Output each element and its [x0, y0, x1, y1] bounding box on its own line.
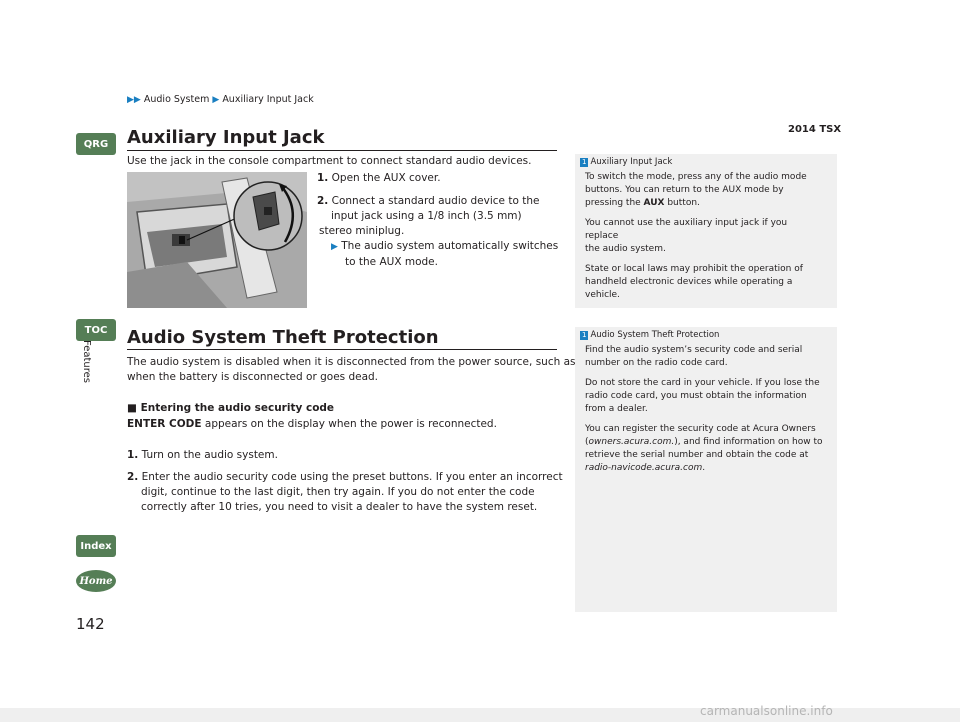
code-description	[127, 417, 497, 432]
breadcrumb-item[interactable]: Auxiliary Input Jack	[222, 94, 314, 105]
step-1	[317, 171, 441, 186]
step-number: 2.	[317, 195, 329, 207]
radio-navicode-link[interactable]: radio-navicode.acura.com	[585, 463, 703, 473]
step-text: correctly after 10 tries, you need to visit a dealer to have the system reset.	[141, 501, 538, 513]
step-2	[317, 194, 558, 270]
section-title: Auxiliary Input Jack	[127, 127, 325, 148]
step-text: digit, continue to the last digit, then try again. If you do not enter the code	[141, 486, 535, 498]
square-bullet-icon: ■	[127, 402, 137, 414]
step-2	[127, 470, 563, 515]
note-title-text: Audio System Theft Protection	[590, 330, 720, 340]
note-line: vehicle.	[585, 290, 620, 300]
home-button[interactable]: Home	[76, 570, 116, 592]
note-paragraph	[585, 344, 823, 370]
note-number-icon: 1	[582, 330, 587, 339]
intro-line: The audio system is disabled when it is disconnected from the power source, such as	[127, 356, 576, 368]
note-line: pressing the	[585, 198, 644, 208]
note-line: button.	[664, 198, 700, 208]
subsection-title-text: Entering the audio security code	[140, 402, 335, 414]
note-paragraph	[585, 423, 823, 475]
step-number: 1.	[127, 449, 139, 461]
aux-jack-illustration	[127, 172, 307, 308]
intro-text: Use the jack in the console compartment to connect standard audio devices.	[127, 155, 532, 167]
note-line: You cannot use the auxiliary input jack if you replace	[585, 218, 788, 241]
divider	[127, 349, 557, 350]
arrow-icon: ▶	[331, 242, 338, 252]
note-line: To switch the mode, press any of the audio mode	[585, 172, 807, 182]
aux-label: AUX	[643, 198, 665, 208]
triangle-icon: ▶	[212, 95, 220, 105]
divider	[127, 150, 557, 151]
owners-link[interactable]: owners.acura.com.	[588, 437, 675, 447]
note-line: ), and find information on how to	[674, 437, 823, 447]
step-result-text: The audio system automatically switches	[341, 240, 559, 252]
toc-button[interactable]: TOC	[76, 319, 116, 341]
step-text: Open the AUX cover.	[331, 172, 441, 184]
page-number: 142	[76, 615, 105, 633]
step-result-text: to the AUX mode.	[345, 256, 438, 268]
note-title	[575, 154, 837, 167]
note-box	[575, 327, 837, 612]
note-line: .	[702, 463, 706, 473]
note-line: the audio system.	[585, 244, 666, 254]
note-paragraph	[585, 217, 823, 256]
note-paragraph	[585, 171, 823, 210]
note-line: handheld electronic devices while operating a	[585, 277, 793, 287]
subsection-title	[127, 402, 334, 414]
note-line: Do not store the card in your vehicle. If you lose the	[585, 378, 820, 388]
intro-text	[127, 355, 576, 385]
note-line: number on the radio code card.	[585, 358, 728, 368]
section-title: Audio System Theft Protection	[127, 327, 439, 348]
note-line: buttons. You can return to the AUX mode by	[585, 185, 784, 195]
note-paragraph	[585, 377, 823, 416]
step-1	[127, 448, 278, 463]
triangle-icon: ▶▶	[127, 95, 141, 105]
section-tab-label: Features	[81, 340, 92, 383]
note-title	[575, 327, 837, 340]
model-year: 2014 TSX	[788, 124, 842, 135]
step-text: Enter the audio security code using the preset buttons. If you enter an incorrect	[141, 471, 563, 483]
breadcrumb-item[interactable]: Audio System	[143, 94, 210, 105]
note-paragraph	[585, 263, 823, 302]
watermark: carmanualsonline.info	[700, 704, 833, 718]
step-text: Turn on the audio system.	[141, 449, 278, 461]
note-number-icon: 1	[582, 157, 587, 166]
intro-line: when the battery is disconnected or goes dead.	[127, 371, 379, 383]
note-line: radio code card, you must obtain the information	[585, 391, 807, 401]
step-number: 2.	[127, 471, 139, 483]
note-line: retrieve the serial number and obtain the code at	[585, 450, 809, 460]
enter-code-label: ENTER CODE	[127, 418, 202, 430]
note-title-text: Auxiliary Input Jack	[590, 157, 673, 167]
note-line: (	[585, 437, 589, 447]
code-text: appears on the display when the power is reconnected.	[201, 418, 497, 430]
note-line: from a dealer.	[585, 404, 648, 414]
note-box	[575, 154, 837, 308]
step-number: 1.	[317, 172, 329, 184]
qrg-button[interactable]: QRG	[76, 133, 116, 155]
step-text: Connect a standard audio device to the	[331, 195, 540, 207]
index-button[interactable]: Index	[76, 535, 116, 557]
note-line: State or local laws may prohibit the operation of	[585, 264, 803, 274]
note-line: Find the audio system’s security code and serial	[585, 345, 803, 355]
step-text: input jack using a 1/8 inch (3.5 mm)	[331, 210, 522, 222]
breadcrumb	[127, 94, 314, 105]
note-line: You can register the security code at Acura Owners	[585, 424, 816, 434]
step-text: stereo miniplug.	[319, 225, 405, 237]
